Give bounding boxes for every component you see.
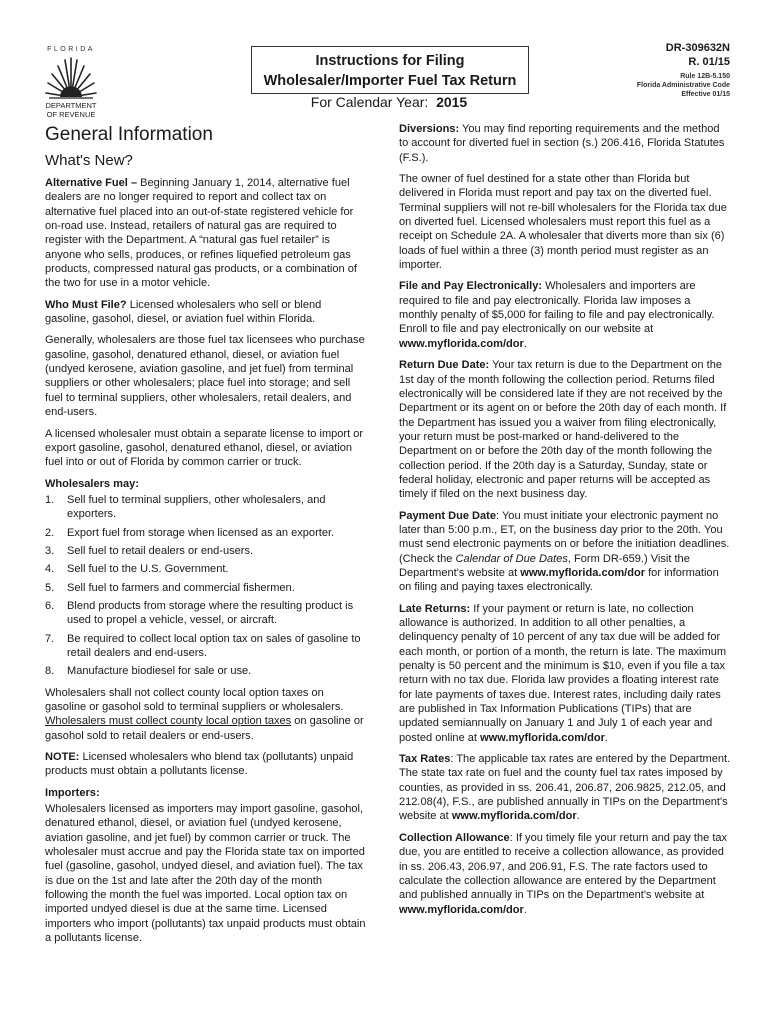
- late-returns-head: Late Returns:: [399, 602, 471, 615]
- item-text: Manufacture biodiesel for sale or use.: [67, 665, 252, 678]
- sunburst-icon: [43, 55, 99, 101]
- calendar-year-value: 2015: [436, 94, 468, 110]
- tax-rates-paragraph: [399, 752, 731, 824]
- item-number: 2.: [45, 526, 55, 539]
- tax-rates-end: .: [576, 810, 580, 823]
- importers-paragraph: Wholesalers licensed as importers may import gasoline, gasohol, denatured ethanol, diesel, or aviation fuel (undyed kerosene, aviation gasoline, and jet fuel) by common carrier or truck. The wholesaler must accrue and pay the Florida state tax on imported fuel (gasoline, gasohol, undyed diesel, and aviation fuel). The tax is due on the 1st and late after the 20th day of the month following the month the fuel was imported. Local option tax on imported undyed diesel is due at the same time. Licensed importers who import (pollutants) tax unpaid products must obtain a pollutants license.: [45, 803, 366, 945]
- wholesalers-may-item: [45, 544, 367, 558]
- payment-due-head: Payment Due Date: [399, 509, 497, 522]
- rule-number: Rule 12B-5.150: [680, 73, 730, 80]
- form-revision: R. 01/15: [688, 56, 730, 68]
- wholesalers-may-item: [45, 664, 367, 678]
- who-must-file-text: Licensed wholesalers who sell or blend gasoline, gasohol, diesel, or aviation fuel within Florida.: [45, 298, 322, 326]
- dor-logo: [38, 46, 104, 119]
- payment-due-text: : You must initiate your electronic payment no later than 5:00 p.m., ET, on the business day prior to the 20th. You must send electronic payments on or before the initiation deadlines. (Check the: [399, 509, 730, 565]
- generally-paragraph: Generally, wholesalers are those fuel tax licensees who purchase gasoline, gasohol, denatured ethanol, diesel, or aviation fuel (undyed kerosene, aviation gasoline, and jet fuel) from terminal suppliers or other wholesalers; place fuel into storage; and sell fuel to terminal suppliers, other wholesalers, retail dealers, and end-users.: [45, 334, 365, 419]
- logo-dept-line1: DEPARTMENT: [45, 101, 97, 110]
- late-returns-end: .: [604, 731, 608, 744]
- wholesalers-may-item: [45, 581, 367, 595]
- alternative-fuel-head: Alternative Fuel –: [45, 177, 138, 189]
- item-number: 8.: [45, 665, 55, 678]
- item-number: 4.: [45, 563, 55, 576]
- item-number: 1.: [45, 493, 55, 506]
- diversions-text: You may find reporting requirements and the method to account for diverted fuel in section (s.) 206.416, Florida Statutes (F.S.).: [399, 123, 725, 164]
- tax-rates-head: Tax Rates: [399, 753, 451, 766]
- title-line-1: Instructions for Filing: [315, 53, 465, 69]
- wholesalers-may-item: [45, 526, 367, 540]
- late-returns-text: If your payment or return is late, no collection allowance is authorized. In addition to all other penalties, a delinquency penalty of 10 percent of any tax due will be added for each month, or portion of a month, the return is late. The maximum penalty is 50 percent and the minimum is $10, even if you file a tax return with no tax due. Florida law provides a floating interest rate for late payments of taxes due. Interest rates, including daily rates are published in Tax Information Publications (TIPs) that are updated semiannually on January 1 and July 1 of each year and posted online at: [399, 602, 727, 744]
- payment-due-end: for information on filing and paying taxes electronically.: [399, 566, 719, 594]
- return-due-head: Return Due Date:: [399, 359, 490, 372]
- collection-allowance-text: : If you timely file your return and pay the tax due, you are entitled to receive a collection allowance, as provided in ss. 206.43, 206.97, and 206.91, F.S. The rate factors used to calculate the collection allowance are entered by the Department and published annually in TIPs on the Department's website at: [399, 831, 728, 902]
- calendar-year: [251, 94, 527, 110]
- item-number: 5.: [45, 581, 55, 594]
- file-pay-link[interactable]: www.myflorida.com/dor: [399, 337, 524, 350]
- whats-new-heading: What's New?: [45, 152, 133, 169]
- title-box: [251, 46, 529, 94]
- note-head: NOTE:: [45, 751, 80, 764]
- file-pay-end: .: [523, 337, 527, 350]
- item-text: Blend products from storage where the resulting product is used to propel a vehicle, vessel, or aircraft.: [67, 599, 354, 627]
- item-number: 3.: [45, 544, 55, 557]
- shall-not-paragraph: [45, 686, 367, 743]
- wholesalers-may-item: [45, 599, 367, 628]
- calendar-of-due-dates: Calendar of Due Dates: [455, 552, 568, 565]
- item-text: Sell fuel to terminal suppliers, other wholesalers, and exporters.: [67, 493, 326, 521]
- diversions-paragraph: [399, 122, 731, 165]
- collection-allowance-end: .: [523, 903, 527, 916]
- effective-date: Effective 01/15: [681, 91, 730, 98]
- tax-rates-link[interactable]: www.myflorida.com/dor: [451, 810, 577, 823]
- shall-not-text-2: on gasoline or gasohol sold to retail dealers or end-users.: [45, 715, 364, 742]
- logo-state-text: FLORIDA: [47, 46, 95, 53]
- file-pay-head: File and Pay Electronically:: [399, 280, 543, 293]
- wholesalers-may-item: [45, 493, 367, 522]
- who-must-file-paragraph: [45, 298, 367, 327]
- alternative-fuel-text: Beginning January 1, 2014, alternative fuel dealers are no longer required to report and collect tax on alternative fuel placed into an out-of-state registered vehicle for on-road use. Instead, retailers of natural gas are required to register with the Department. A “natural gas fuel retailer” is anyone who sells, produces, or refines liquefied petroleum gas products, compressed natural gas products, or a combination of the two for use in a motor vehicle.: [45, 177, 357, 290]
- wholesalers-may-item: [45, 632, 367, 661]
- item-text: Be required to collect local option tax on sales of gasoline to retail dealers and end-users.: [67, 632, 361, 659]
- item-text: Sell fuel to the U.S. Government.: [67, 563, 229, 576]
- section-heading: General Information: [45, 124, 213, 145]
- licensed-paragraph: A licensed wholesaler must obtain a separate license to import or export gasoline, gasohol, denatured ethanol, diesel, or aviation fuel into or out of Florida by common carrier or truck.: [45, 427, 364, 469]
- collection-allowance-link[interactable]: www.myflorida.com/dor: [399, 903, 524, 916]
- form-number: DR-309632N: [665, 42, 730, 54]
- form-identifier: [637, 41, 730, 99]
- shall-not-text-1: Wholesalers shall not collect county local option taxes on gasoline or gasohol sold to terminal suppliers or wholesalers.: [45, 686, 344, 713]
- wholesalers-may-heading: Wholesalers may:: [45, 477, 139, 490]
- note-text: Licensed wholesalers who blend tax (pollutants) unpaid products must obtain a pollutants license.: [45, 751, 354, 778]
- calendar-year-label: For Calendar Year:: [310, 94, 429, 110]
- wholesalers-may-item: [45, 562, 367, 576]
- item-text: Sell fuel to retail dealers or end-users.: [67, 544, 254, 557]
- shall-not-underlined: Wholesalers must collect county local option taxes: [45, 715, 292, 728]
- left-column: [45, 122, 367, 953]
- admin-code: Florida Administrative Code: [636, 82, 730, 89]
- collection-allowance-head: Collection Allowance: [399, 831, 510, 844]
- title-line-2: Wholesaler/Importer Fuel Tax Return: [263, 73, 517, 89]
- payment-due-paragraph: [399, 509, 731, 595]
- payment-due-link[interactable]: www.myflorida.com/dor: [520, 566, 646, 579]
- item-text: Export fuel from storage when licensed as an exporter.: [67, 526, 335, 539]
- who-must-file-head: Who Must File?: [45, 298, 127, 311]
- importers-heading: Importers:: [45, 786, 100, 799]
- item-number: 7.: [45, 632, 55, 645]
- right-column: [399, 122, 731, 924]
- late-returns-paragraph: [399, 602, 731, 745]
- return-due-paragraph: [399, 358, 731, 501]
- payment-due-text-2: , Form DR-659.) Visit the Department's website at: [399, 552, 690, 579]
- collection-allowance-paragraph: [399, 831, 731, 917]
- wholesalers-may-list: [45, 493, 367, 679]
- tax-rates-text: : The applicable tax rates are entered by the Department. The state tax rate on fuel and the county fuel tax rates imposed by counties, as provided in ss. 206.41, 206.87, 206.9825, 212.05, and 212.08(4), F.S., are published annually in TIPs on the Department's website at: [399, 753, 731, 823]
- owner-paragraph: The owner of fuel destined for a state other than Florida but delivered in Florida must report and pay tax on the diverted fuel. Terminal suppliers will not re-bill wholesalers for the Florida tax due on diverted fuel. Licensed wholesalers must report this fuel as a receipt on Schedule 2A. A wholesaler that diverts more than six (6) loads of fuel within a three (3) month period must register as an importer.: [399, 173, 727, 272]
- logo-dept-line2: OF REVENUE: [46, 110, 96, 119]
- item-number: 6.: [45, 599, 55, 612]
- file-pay-text: Wholesalers and importers are required to file and pay electronically. Florida law imposes a monthly penalty of $5,000 for failing to file and pay electronically. Enroll to file and pay electronically on our website at: [399, 280, 715, 336]
- late-returns-link[interactable]: www.myflorida.com/dor: [480, 731, 605, 744]
- file-pay-paragraph: [399, 279, 731, 351]
- return-due-text: Your tax return is due to the Department on the 1st day of the month following the collection period. Returns filed electronically will be considered late if they are not received by the Department or its agent on or before the 20th day of each month. If the Department has issued you a waiver from filing electronically, your return must be post-marked or hand-delivered to the Department on or before the 20th day of the month following the collection period. If the 20th day is a Saturday, Sunday, state or federal holiday, electronic and paper returns will be accepted as timely if filed on the next business day.: [399, 359, 727, 501]
- diversions-head: Diversions:: [399, 123, 460, 135]
- alternative-fuel-paragraph: [45, 176, 367, 291]
- item-text: Sell fuel to farmers and commercial fishermen.: [67, 581, 295, 594]
- note-paragraph: [45, 750, 367, 779]
